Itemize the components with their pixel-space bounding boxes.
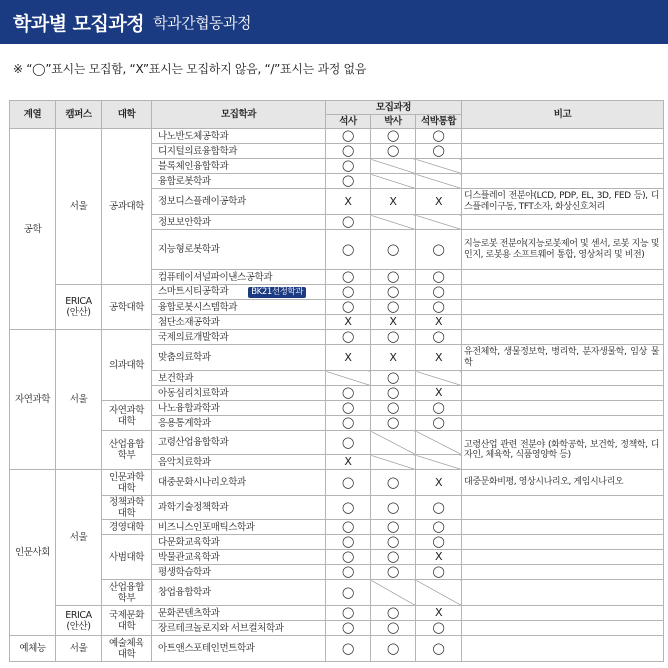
- recruiting-mark: ◯: [326, 580, 371, 606]
- recruiting-mark: ◯: [326, 401, 371, 416]
- recruiting-mark: ◯: [371, 270, 416, 285]
- col-college: 대학: [102, 101, 152, 129]
- not-recruiting-mark: X: [371, 315, 416, 330]
- not-recruiting-mark: X: [371, 345, 416, 371]
- not-recruiting-mark: X: [326, 455, 371, 470]
- recruiting-mark: ◯: [371, 330, 416, 345]
- dept-name: 스마트시티공학과 BK21선정학과: [152, 285, 326, 300]
- recruiting-mark: ◯: [416, 230, 462, 270]
- col-remarks: 비고: [462, 101, 664, 129]
- not-recruiting-mark: X: [326, 189, 371, 215]
- recruiting-mark: ◯: [371, 129, 416, 144]
- recruiting-mark: ◯: [326, 144, 371, 159]
- recruiting-mark: ◯: [371, 636, 416, 662]
- recruiting-mark: ◯: [371, 416, 416, 431]
- col-field: 계열: [10, 101, 56, 129]
- not-recruiting-mark: X: [326, 315, 371, 330]
- campus-cell: ERICA (안산): [56, 606, 102, 636]
- dept-name: 창업융합학과: [152, 580, 326, 606]
- recruiting-mark: ◯: [416, 330, 462, 345]
- dept-name: 고령산업융합학과: [152, 431, 326, 455]
- remarks-cell: [462, 416, 664, 431]
- dept-name: 맞춤의료학과: [152, 345, 326, 371]
- field-cell: 공학: [10, 129, 56, 330]
- recruiting-mark: ◯: [416, 270, 462, 285]
- table-row: [10, 330, 664, 345]
- dept-name: 대중문화시나리오학과: [152, 470, 326, 496]
- college-cell: 경영대학: [102, 520, 152, 535]
- college-cell: 예술체육 대학: [102, 636, 152, 662]
- table-row: [10, 431, 664, 455]
- dept-name: 아트앤스포테인먼트학과: [152, 636, 326, 662]
- dept-name: 블록체인융합학과: [152, 159, 326, 174]
- col-integrated: 석박통합: [416, 115, 462, 129]
- not-offered-cell: [371, 174, 416, 189]
- table-row: [10, 606, 664, 621]
- remarks-cell: [462, 129, 664, 144]
- not-offered-cell: [371, 455, 416, 470]
- campus-cell: 서울: [56, 636, 102, 662]
- remarks-cell: [462, 580, 664, 606]
- remarks-cell: [462, 550, 664, 565]
- college-cell: 인문과학 대학: [102, 470, 152, 496]
- recruiting-mark: ◯: [326, 285, 371, 300]
- campus-cell: 서울: [56, 330, 102, 470]
- legend-note: ※ “◯”표시는 모집함, “X”표시는 모집하지 않음, “/”표시는 과정 없음: [13, 62, 367, 76]
- not-recruiting-mark: X: [416, 189, 462, 215]
- remarks-cell: [462, 159, 664, 174]
- not-offered-cell: [371, 580, 416, 606]
- recruiting-mark: ◯: [416, 565, 462, 580]
- dept-name: 지능형로봇학과: [152, 230, 326, 270]
- campus-cell: 서울: [56, 129, 102, 285]
- remarks-cell: [462, 285, 664, 300]
- remarks-cell: [462, 606, 664, 621]
- recruiting-mark: ◯: [416, 621, 462, 636]
- remarks-cell: [462, 621, 664, 636]
- recruiting-mark: ◯: [326, 270, 371, 285]
- college-cell: 자연과학 대학: [102, 401, 152, 431]
- dept-name: 응용통계학과: [152, 416, 326, 431]
- field-cell: 예체능: [10, 636, 56, 662]
- dept-name: 정보보안학과: [152, 215, 326, 230]
- recruiting-mark: ◯: [326, 215, 371, 230]
- recruiting-mark: ◯: [326, 330, 371, 345]
- recruiting-mark: ◯: [416, 300, 462, 315]
- remarks-cell: [462, 174, 664, 189]
- college-cell: 산업융합 학부: [102, 580, 152, 606]
- not-offered-cell: [371, 215, 416, 230]
- recruiting-mark: ◯: [371, 285, 416, 300]
- dept-name: 나노융합과학과: [152, 401, 326, 416]
- dept-name: 컴퓨테이셔널파이낸스공학과: [152, 270, 326, 285]
- recruiting-mark: ◯: [416, 535, 462, 550]
- col-masters: 석사: [326, 115, 371, 129]
- not-offered-cell: [416, 431, 462, 455]
- dept-name: 장르테크놀로지와 서브컬처학과: [152, 621, 326, 636]
- recruiting-mark: ◯: [371, 565, 416, 580]
- remarks-cell: 대중문화비평, 영상시나리오, 게임시나리오: [462, 470, 664, 496]
- dept-name: 다문화교육학과: [152, 535, 326, 550]
- recruiting-mark: ◯: [326, 129, 371, 144]
- campus-cell: 서울: [56, 470, 102, 606]
- recruiting-mark: ◯: [371, 606, 416, 621]
- recruiting-mark: ◯: [326, 520, 371, 535]
- recruiting-mark: ◯: [371, 144, 416, 159]
- remarks-cell: [462, 535, 664, 550]
- admissions-table: [9, 100, 664, 662]
- table-row: [10, 535, 664, 550]
- dept-name: 첨단소재공학과: [152, 315, 326, 330]
- dept-name: 과학기술정책학과: [152, 496, 326, 520]
- col-course-group: 모집과정: [326, 101, 462, 115]
- not-recruiting-mark: X: [416, 315, 462, 330]
- college-cell: 산업융합 학부: [102, 431, 152, 470]
- not-offered-cell: [416, 371, 462, 386]
- college-cell: 의과대학: [102, 330, 152, 401]
- recruiting-mark: ◯: [326, 565, 371, 580]
- remarks-cell: [462, 215, 664, 230]
- table-row: [10, 520, 664, 535]
- field-cell: 인문사회: [10, 470, 56, 636]
- not-offered-cell: [371, 431, 416, 455]
- recruiting-mark: ◯: [326, 535, 371, 550]
- table-row: [10, 285, 664, 300]
- table-row: [10, 129, 664, 144]
- recruiting-mark: ◯: [326, 606, 371, 621]
- recruiting-mark: ◯: [326, 550, 371, 565]
- college-cell: 공과대학: [102, 129, 152, 285]
- table-row: [10, 636, 664, 662]
- recruiting-mark: ◯: [416, 416, 462, 431]
- dept-name: 융합로봇학과: [152, 174, 326, 189]
- dept-name: 국제의료개발학과: [152, 330, 326, 345]
- recruiting-mark: ◯: [326, 159, 371, 174]
- recruiting-mark: ◯: [326, 386, 371, 401]
- recruiting-mark: ◯: [326, 496, 371, 520]
- recruiting-mark: ◯: [326, 621, 371, 636]
- table-row: [10, 580, 664, 606]
- remarks-cell: [462, 386, 664, 401]
- remarks-cell: 디스플레이 전분야(LCD, PDP, EL, 3D, FED 등), 디스플레이구동, TFT소자, 화상신호처리: [462, 189, 664, 215]
- page-header: [0, 0, 668, 44]
- dept-name: 음악치료학과: [152, 455, 326, 470]
- recruiting-mark: ◯: [371, 401, 416, 416]
- remarks-cell: [462, 565, 664, 580]
- not-recruiting-mark: X: [416, 345, 462, 371]
- remarks-cell: [462, 371, 664, 386]
- dept-name: 비즈니스인포매틱스학과: [152, 520, 326, 535]
- dept-name: 디지털의료융합학과: [152, 144, 326, 159]
- recruiting-mark: ◯: [326, 470, 371, 496]
- recruiting-mark: ◯: [371, 470, 416, 496]
- recruiting-mark: ◯: [326, 416, 371, 431]
- not-offered-cell: [416, 580, 462, 606]
- not-recruiting-mark: X: [416, 470, 462, 496]
- remarks-cell: [462, 330, 664, 345]
- recruiting-mark: ◯: [371, 520, 416, 535]
- recruiting-mark: ◯: [416, 401, 462, 416]
- recruiting-mark: ◯: [371, 621, 416, 636]
- college-cell: 정책과학 대학: [102, 496, 152, 520]
- page-subtitle: 학과간협동과정: [153, 13, 252, 32]
- table-row: [10, 470, 664, 496]
- dept-name: 박물관교육학과: [152, 550, 326, 565]
- remarks-cell: 유전체학, 생물정보학, 병리학, 분자생물학, 임상 물학: [462, 345, 664, 371]
- not-recruiting-mark: X: [416, 550, 462, 565]
- campus-cell: ERICA (안산): [56, 285, 102, 330]
- recruiting-mark: ◯: [416, 496, 462, 520]
- recruiting-mark: ◯: [416, 144, 462, 159]
- recruiting-mark: ◯: [371, 550, 416, 565]
- recruiting-mark: ◯: [371, 230, 416, 270]
- recruiting-mark: ◯: [326, 431, 371, 455]
- dept-name: 나노반도체공학과: [152, 129, 326, 144]
- recruiting-mark: ◯: [326, 174, 371, 189]
- dept-name: 정보디스플레이공학과: [152, 189, 326, 215]
- recruiting-mark: ◯: [371, 300, 416, 315]
- table-row: [10, 496, 664, 520]
- not-offered-cell: [416, 215, 462, 230]
- recruiting-mark: ◯: [371, 386, 416, 401]
- not-recruiting-mark: X: [326, 345, 371, 371]
- remarks-cell: 고령산업 관련 전분야 (화학공학, 보건학, 정책학, 디자인, 체육학, 식품영양학 등): [462, 431, 664, 470]
- dept-name: 융합로봇시스템학과: [152, 300, 326, 315]
- college-cell: 국제문화 대학: [102, 606, 152, 636]
- remarks-cell: [462, 300, 664, 315]
- not-offered-cell: [371, 159, 416, 174]
- college-cell: 사범대학: [102, 535, 152, 580]
- table-row: [10, 401, 664, 416]
- col-dept: 모집학과: [152, 101, 326, 129]
- remarks-cell: [462, 401, 664, 416]
- dept-name: 보건학과: [152, 371, 326, 386]
- not-offered-cell: [416, 455, 462, 470]
- recruiting-mark: ◯: [326, 230, 371, 270]
- page-title: 학과별 모집과정: [13, 12, 145, 35]
- recruiting-mark: ◯: [326, 300, 371, 315]
- remarks-cell: [462, 636, 664, 662]
- col-doctoral: 박사: [371, 115, 416, 129]
- remarks-cell: [462, 315, 664, 330]
- not-offered-cell: [416, 159, 462, 174]
- col-campus: 캠퍼스: [56, 101, 102, 129]
- recruiting-mark: ◯: [416, 636, 462, 662]
- not-offered-cell: [326, 371, 371, 386]
- recruiting-mark: ◯: [326, 636, 371, 662]
- not-recruiting-mark: X: [416, 606, 462, 621]
- recruiting-mark: ◯: [416, 285, 462, 300]
- recruiting-mark: ◯: [416, 129, 462, 144]
- dept-name: 아동심리치료학과: [152, 386, 326, 401]
- recruiting-mark: ◯: [371, 371, 416, 386]
- remarks-cell: [462, 520, 664, 535]
- remarks-cell: [462, 496, 664, 520]
- not-recruiting-mark: X: [371, 189, 416, 215]
- remarks-cell: [462, 144, 664, 159]
- not-recruiting-mark: X: [416, 386, 462, 401]
- recruiting-mark: ◯: [371, 496, 416, 520]
- recruiting-mark: ◯: [416, 520, 462, 535]
- dept-name: 문화콘텐츠학과: [152, 606, 326, 621]
- dept-name: 평생학습학과: [152, 565, 326, 580]
- college-cell: 공학대학: [102, 285, 152, 330]
- recruiting-mark: ◯: [371, 535, 416, 550]
- remarks-cell: [462, 270, 664, 285]
- bk21-badge: BK21선정학과: [248, 287, 306, 298]
- field-cell: 자연과학: [10, 330, 56, 470]
- remarks-cell: 지능로봇 전분야(지능로봇제어 및 센서, 로봇 지능 및 인지, 로봇용 소프트웨어 통합, 영상처리 및 비전): [462, 230, 664, 270]
- not-offered-cell: [416, 174, 462, 189]
